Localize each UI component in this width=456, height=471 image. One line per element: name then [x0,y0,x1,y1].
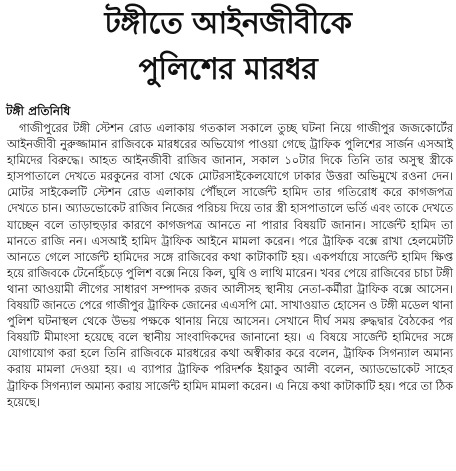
headline-line-2: পুলিশের মারধর [138,52,318,87]
headline-line-1: টঙ্গীতে আইনজীবীকে [104,6,352,41]
byline: টঙ্গী প্রতিনিধি [6,104,71,118]
article-body: গাজীপুরের টঙ্গী স্টেশন রোড এলাকায় গতকাল সকালে তুচ্ছ ঘটনা নিয়ে গাজীপুর জজকোর্টের আইনজীবী নুরুজ্জামান রাজিবকে মারধরের অভিযোগ পাওয়া গেছে ট্রাফিক পুলিশের সার্জন এসআই হামিদের বিরুদ্ধে। আহত আইনজীবী রাজিব জানান, সকাল ১০টার দিকে তিনি তার অসুস্থ স্ত্রীকে হাসপাতালে দেখতে মরকুনের বাসা থেকে মোটরসাইকেলযোগে ঢাকার উত্তরা অভিমুখে রওনা দেন। মোটর সাইকেলটি স্টেশন রোড এলাকায় পৌঁছলে সার্জেন্ট হামিদ তার গতিরোধ করে কাগজপত্র দেখতে চান। অ্যাডভোকেট রাজিব নিজের পরিচয় দিয়ে তার স্ত্রী হাসপাতালে ভর্তি এবং তাকে দেখতে যাচ্ছেন বলে তাড়াহুড়ার কারণে কাগজপত্র আনতে না পারার বিষয়টি জানান। সার্জেন্ট হামিদ তা মানতে রাজি নন। এসআই হামিদ ট্রাফিক আইনে মামলা করেন। পরে ট্রাফিক বক্সে রাখা হেলমেটটি আনতে গেলে সার্জেন্ট হামিদের সঙ্গে রাজিবের কথা কাটাকাটি হয়। একপর্যায়ে সার্জেন্ট হামিদ ক্ষিপ্ত হয়ে রাজিবকে টেনেহিঁচড়ে পুলিশ বক্সে নিয়ে কিল, ঘুষি ও লাথি মারেন। খবর পেয়ে রাজিবের চাচা টঙ্গী থানা আওয়ামী লীগের সাধারণ সম্পাদক রজব আলীসহ স্থানীয় নেতা-কর্মীরা ট্রাফিক বক্সে আসেন। বিষয়টি জানতে পেরে গাজীপুর ট্রাফিক জোনের এএসপি মো. সাখাওয়াত হোসেন ও টঙ্গী মডেল থানা পুলিশ ঘটনাস্থল থেকে উভয় পক্ষকে থানায় নিয়ে আসেন। সেখানে দীর্ঘ সময় রুদ্ধদ্বার বৈঠকের পর বিষয়টি মীমাংসা হয়েছে বলে স্থানীয় সাংবাদিকদের জানানো হয়। এ বিষয়ে সার্জেন্ট হামিদের সঙ্গে যোগাযোগ করা হলে তিনি রাজিবকে মারধরের কথা অস্বীকার করে বলেন, ট্রাফিক সিগন্যাল অমান্য করায় মামলা দেওয়া হয়। এ ব্যাপার ট্রাফিক পরিদর্শক ইয়াকুব আলী বলেন, অ্যাডভোকেট সাহেব ট্রাফিক সিগন্যাল অমান্য করায় সার্জেন্ট হামিদ মামলা করেন। এ নিয়ে কথা কাটাকাটি হয়। পরে তা ঠিক হয়েছে। [7,121,453,409]
